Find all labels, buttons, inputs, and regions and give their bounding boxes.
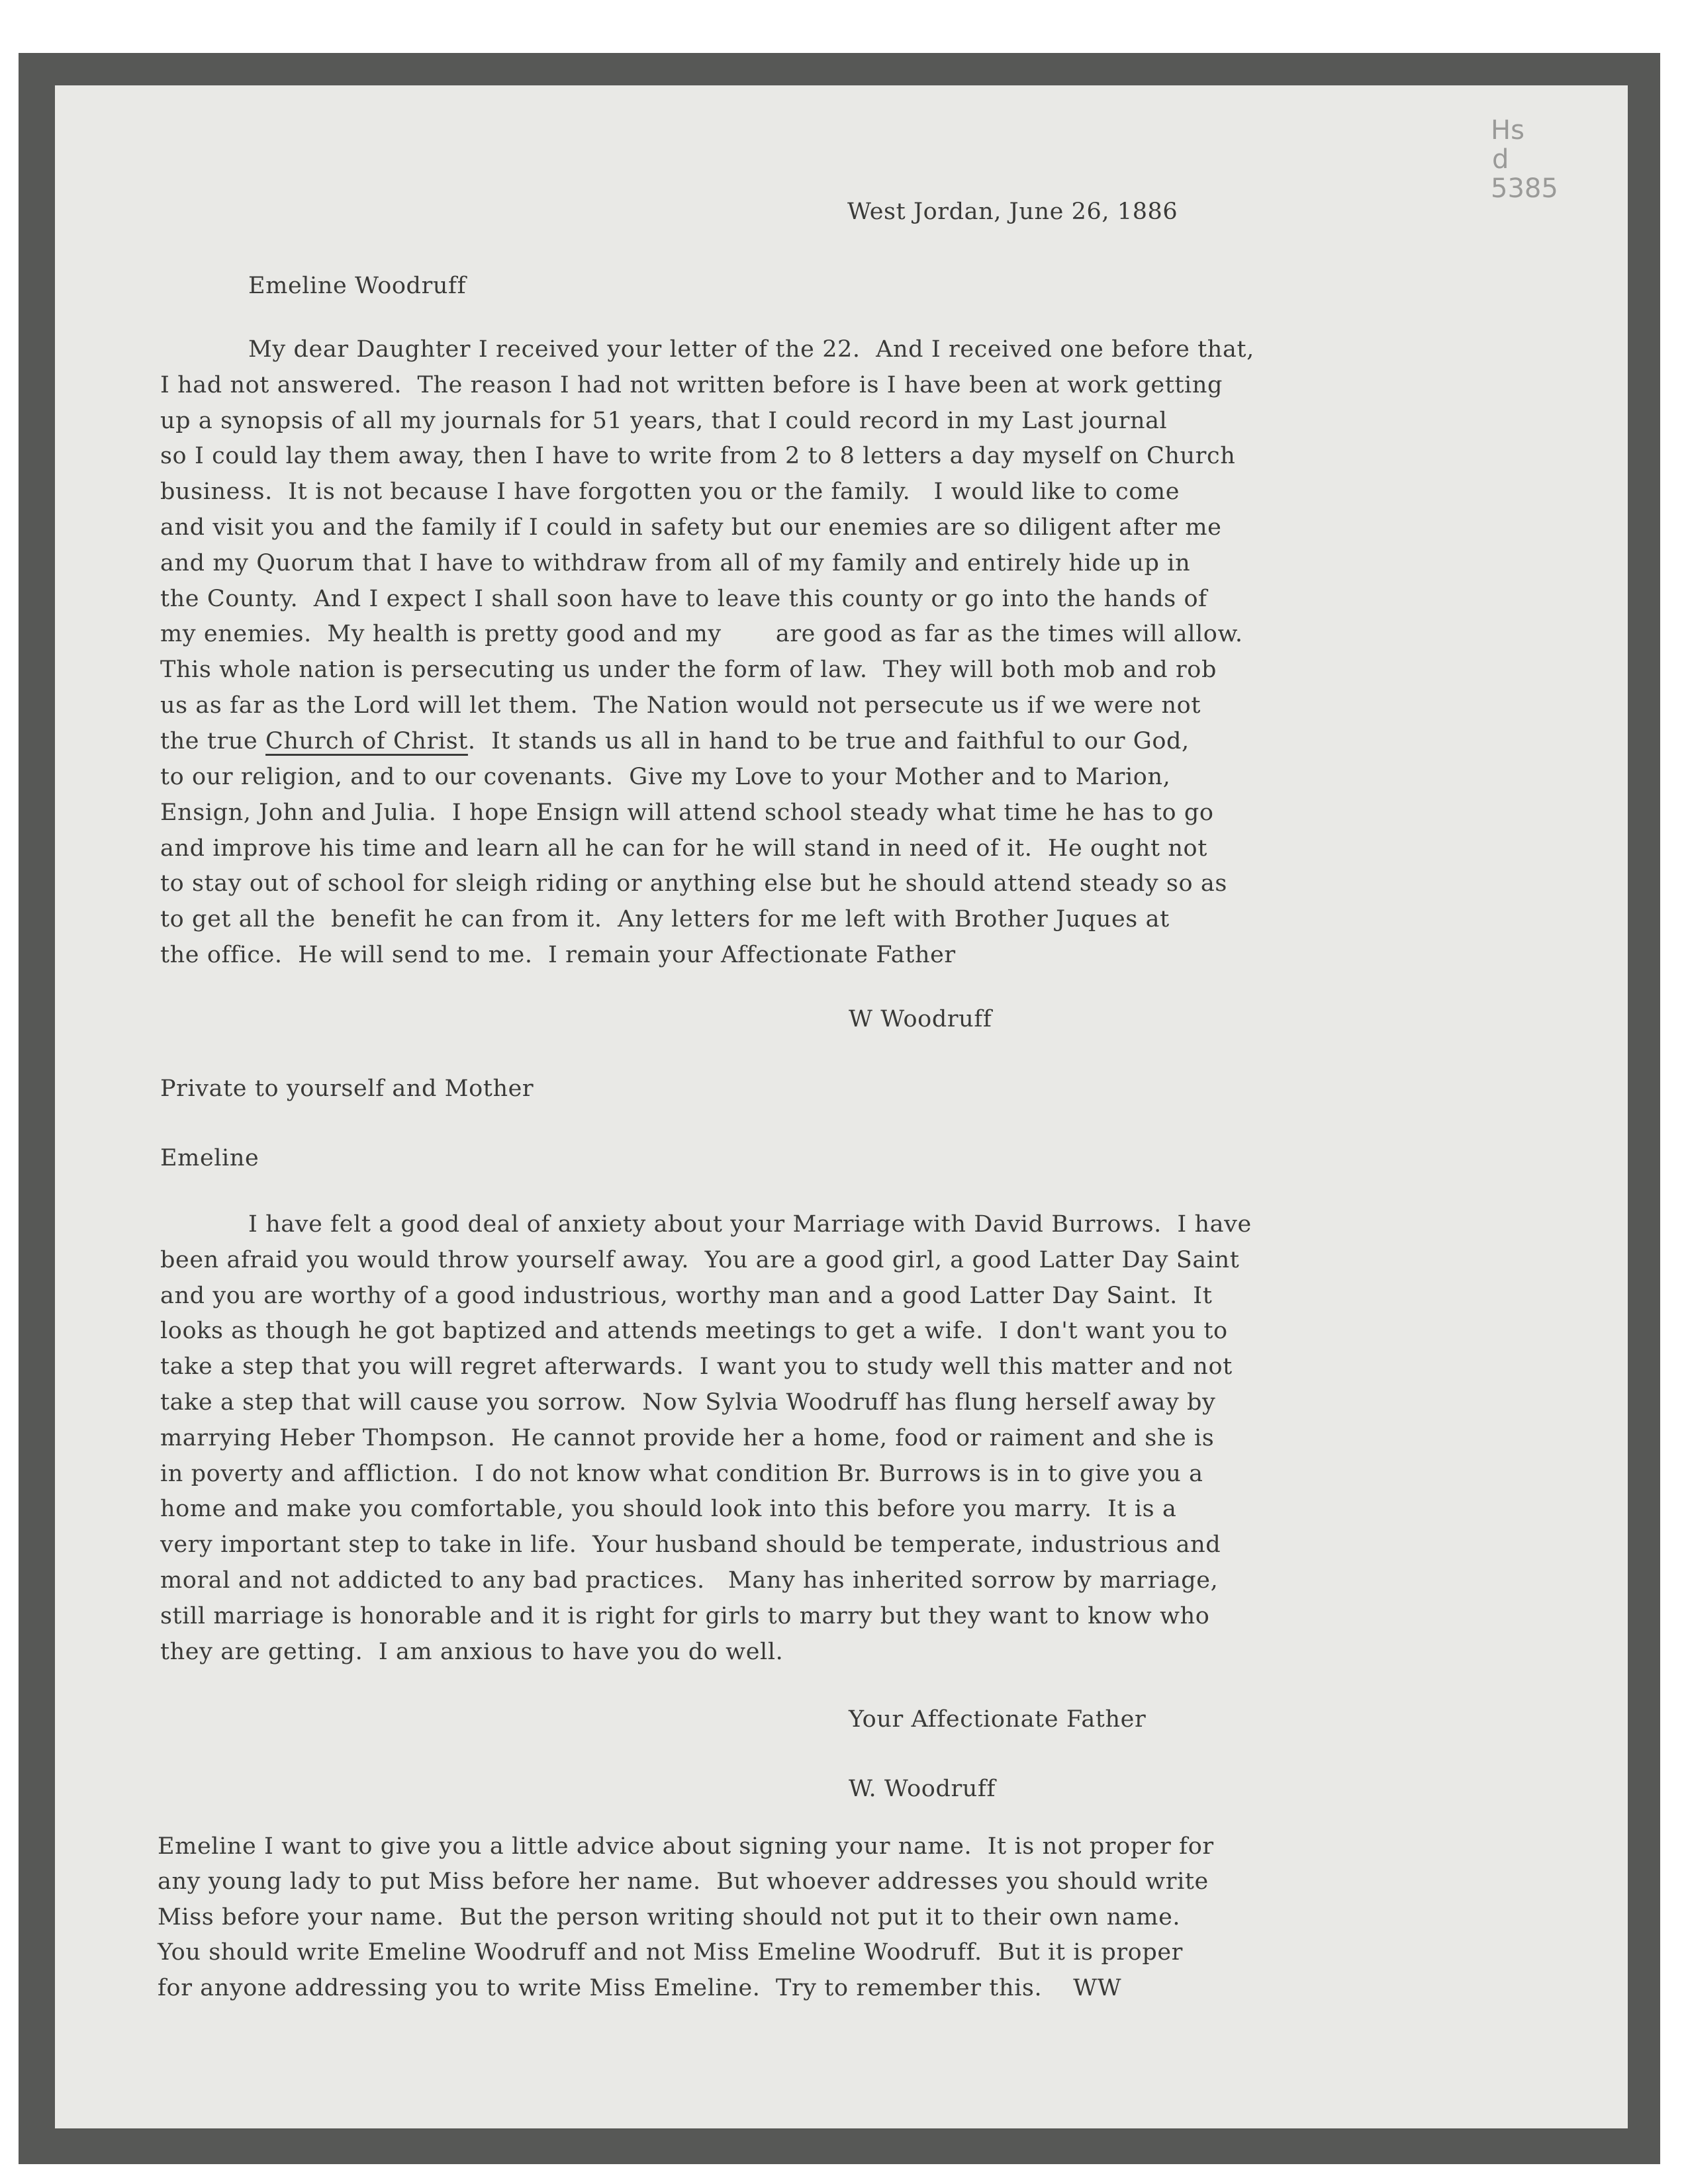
letter-line: take a step that will cause you sorrow. Now Sylvia Woodruff has flung herself away by <box>160 1389 1216 1416</box>
letter-line: to stay out of school for sleigh riding or anything else but he should attend steady so as <box>160 870 1227 897</box>
letter-line: Ensign, John and Julia. I hope Ensign will attend school steady what time he has to go <box>160 799 1214 826</box>
letter-line: very important step to take in life. Your husband should be temperate, industrious and <box>160 1531 1221 1558</box>
archive-call-number <box>1491 115 1558 204</box>
letter-line: to our religion, and to our covenants. Give my Love to your Mother and to Marion, <box>160 764 1171 790</box>
letter-line: in poverty and affliction. I do not know what condition Br. Burrows is in to give you a <box>160 1461 1203 1487</box>
underlined-phrase: Church of Christ <box>265 728 468 754</box>
letter-line: Emeline I want to give you a little advice about signing your name. It is not proper for <box>158 1833 1214 1860</box>
letter-line: to get all the benefit he can from it. Any letters for me left with Brother Juques at <box>160 906 1170 933</box>
letter-line: been afraid you would throw yourself away. You are a good girl, a good Latter Day Saint <box>160 1247 1240 1273</box>
letter-line: and improve his time and learn all he can for he will stand in need of it. He ought not <box>160 835 1207 862</box>
salutation-2: Emeline <box>160 1145 259 1171</box>
letter-line: us as far as the Lord will let them. The Nation would not persecute us if we were not <box>160 692 1201 719</box>
letter-line: for anyone addressing you to write Miss Emeline. Try to remember this. WW <box>158 1975 1122 2001</box>
letter-line: any young lady to put Miss before her name. But whoever addresses you should write <box>158 1868 1209 1895</box>
letter-line: business. It is not because I have forgotten you or the family. I would like to come <box>160 478 1180 505</box>
letter-line: My dear Daughter I received your letter of the 22. And I received one before that, <box>248 336 1254 363</box>
letter-line: moral and not addicted to any bad practices. Many has inherited sorrow by marriage, <box>160 1567 1219 1594</box>
archive-mark-line: Hs <box>1491 115 1524 146</box>
private-note: Private to yourself and Mother <box>160 1075 534 1102</box>
line-text: . It stands us all in hand to be true and faithful to our God, <box>467 728 1190 754</box>
letter-line: the County. And I expect I shall soon have to leave this county or go into the hands of <box>160 586 1207 612</box>
letter-line: looks as though he got baptized and attends meetings to get a wife. I don't want you to <box>160 1318 1228 1344</box>
archive-mark-line: d <box>1492 144 1509 175</box>
letter-line: up a synopsis of all my journals for 51 years, that I could record in my Last journal <box>160 408 1168 434</box>
letter-line: they are getting. I am anxious to have you do well. <box>160 1639 784 1665</box>
closing-2: Your Affectionate Father <box>849 1706 1147 1733</box>
dateline: West Jordan, June 26, 1886 <box>847 199 1178 225</box>
letter-line: and my Quorum that I have to withdraw from all of my family and entirely hide up in <box>160 550 1191 576</box>
letter-line: I have felt a good deal of anxiety about your Marriage with David Burrows. I have <box>248 1211 1252 1238</box>
letter-line: my enemies. My health is pretty good and my are good as far as the times will allow. <box>160 621 1243 647</box>
letter-line: This whole nation is persecuting us under the form of law. They will both mob and rob <box>160 657 1217 683</box>
letter-line: and visit you and the family if I could in safety but our enemies are so diligent after me <box>160 514 1222 541</box>
letter-line <box>160 727 1190 756</box>
signature-2: W. Woodruff <box>849 1776 996 1802</box>
salutation: Emeline Woodruff <box>248 273 467 299</box>
letter-line: home and make you comfortable, you should look into this before you marry. It is a <box>160 1496 1177 1522</box>
letter-line: still marriage is honorable and it is right for girls to marry but they want to know who <box>160 1603 1210 1629</box>
line-text: the true <box>160 728 266 754</box>
archive-mark-line: 5385 <box>1491 173 1558 204</box>
letter-line: I had not answered. The reason I had not written before is I have been at work getting <box>160 372 1223 398</box>
letter-line: the office. He will send to me. I remain your Affectionate Father <box>160 942 956 968</box>
signature-1: W Woodruff <box>849 1006 992 1032</box>
letter-line: and you are worthy of a good industrious, worthy man and a good Latter Day Saint. It <box>160 1283 1213 1309</box>
letter-line: take a step that you will regret afterwards. I want you to study well this matter and not <box>160 1353 1233 1380</box>
letter-line: marrying Heber Thompson. He cannot provide her a home, food or raiment and she is <box>160 1425 1215 1451</box>
letter-line: Miss before your name. But the person writing should not put it to their own name. <box>158 1904 1181 1931</box>
letter-line: You should write Emeline Woodruff and not Miss Emeline Woodruff. But it is proper <box>158 1939 1183 1966</box>
letter-line: so I could lay them away, then I have to write from 2 to 8 letters a day myself on Church <box>160 443 1236 469</box>
